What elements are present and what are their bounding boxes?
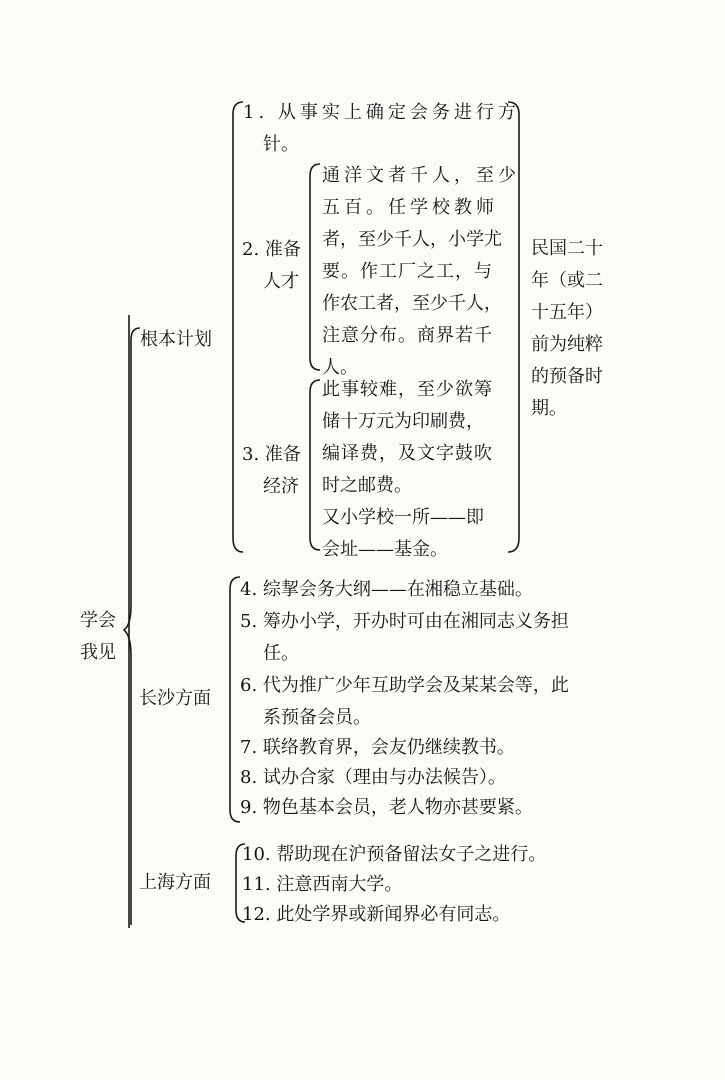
plan-brace-left — [233, 102, 243, 552]
period-line: 年（或二 — [531, 270, 603, 291]
period-line: 期。 — [531, 398, 567, 419]
funds-line: 又小学校一所——即 — [322, 507, 484, 528]
root-brace — [124, 328, 140, 925]
funds-line: 时之邮费。 — [322, 475, 412, 496]
talent-line: 者，至少千人，小学尤 — [322, 229, 502, 250]
plan-item3-label1: 3. 准备 — [242, 444, 301, 465]
changsha-item: 7. 联络教育界，会友仍继续教书。 — [240, 737, 515, 758]
funds-line: 编译费，及文字鼓吹 — [322, 443, 493, 464]
plan-item2-label1: 2. 准备 — [242, 239, 301, 260]
changsha-brace — [230, 577, 240, 822]
funds-line: 储十万元为印刷费， — [322, 411, 484, 432]
plan-item2-label2: 人才 — [263, 271, 299, 292]
changsha-item: 5. 筹办小学，开办时可由在湘同志义务担 — [240, 611, 569, 632]
plan-item3-label2: 经济 — [263, 476, 299, 497]
period-line: 十五年） — [531, 302, 603, 323]
funds-line: 此事较难，至少欲筹 — [322, 379, 493, 400]
root-label-line2: 我见 — [80, 642, 116, 663]
talent-line: 五百。任学校教师 — [322, 197, 498, 218]
plan-item1-line1: 1. 从事实上确定会务进行方 — [243, 102, 520, 123]
period-line: 前为纯粹 — [531, 334, 603, 355]
shanghai-item: 11. 注意西南大学。 — [242, 874, 403, 895]
section-label-shanghai: 上海方面 — [139, 872, 211, 893]
period-line: 的预备时 — [531, 366, 603, 387]
talent-line: 作农工者，至少千人， — [322, 293, 502, 314]
talent-line: 注意分布。商界若千 — [322, 325, 493, 346]
funds-brace — [310, 380, 320, 550]
changsha-item: 9. 物色基本会员，老人物亦甚要紧。 — [240, 797, 533, 818]
changsha-item: 8. 试办合家（理由与办法候告）。 — [240, 767, 506, 788]
section-label-changsha: 长沙方面 — [139, 688, 211, 709]
plan-item1-line2: 针。 — [263, 134, 299, 155]
changsha-item-cont: 系预备会员。 — [263, 707, 371, 728]
talent-line: 人。 — [322, 357, 358, 378]
changsha-item-cont: 任。 — [263, 643, 299, 664]
shanghai-item: 10. 帮助现在沪预备留法女子之进行。 — [242, 844, 547, 865]
changsha-item: 6. 代为推广少年互助学会及某某会等，此 — [240, 675, 569, 696]
period-line: 民国二十 — [531, 238, 603, 259]
funds-line: 会址——基金。 — [322, 539, 448, 560]
talent-line: 要。作工厂之工，与 — [322, 261, 493, 282]
talent-line: 通洋文者千人，至少 — [322, 165, 520, 186]
talent-brace — [310, 164, 320, 370]
section-label-plan: 根本计划 — [140, 329, 212, 350]
shanghai-item: 12. 此处学界或新闻界必有同志。 — [242, 904, 511, 925]
changsha-item: 4. 综挈会务大纲——在湘稳立基础。 — [240, 579, 533, 600]
root-label-line1: 学会 — [80, 610, 116, 631]
